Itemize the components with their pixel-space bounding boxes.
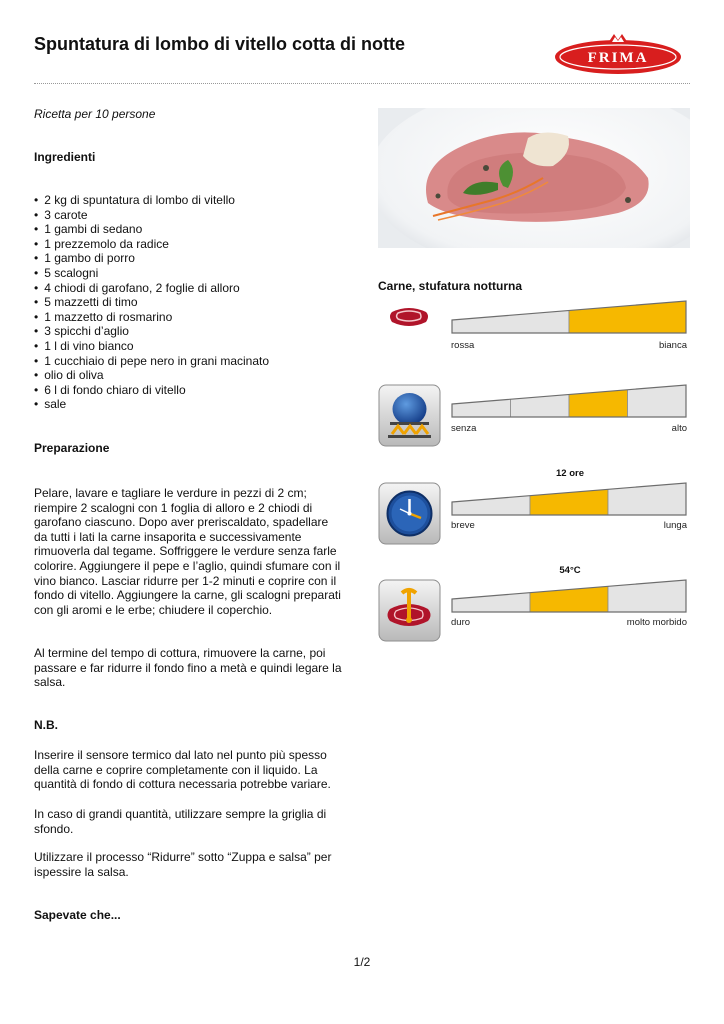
list-item: • olio di oliva [34, 368, 269, 383]
list-item: • 3 spicchi d’aglio [34, 324, 269, 339]
setting-bar [451, 579, 687, 613]
ingredients-heading: Ingredienti [34, 150, 96, 164]
min-label: duro [451, 617, 471, 628]
clock-icon [378, 482, 441, 545]
list-item: • 1 gambo di porro [34, 251, 269, 266]
active-segment [569, 384, 628, 418]
list-item: • 6 l di fondo chiaro di vitello [34, 383, 269, 398]
max-label: alto [671, 423, 687, 434]
list-item: • 1 gambi di sedano [34, 222, 269, 237]
list-item: • sale [34, 397, 269, 412]
max-label: bianca [659, 340, 687, 351]
frima-logo [552, 31, 684, 75]
preparation-paragraph: Al termine del tempo di cottura, rimuovere la carne, poi passare e far ridurre il fondo fino a metà e quindi legare la salsa. [34, 646, 342, 690]
list-item: • 1 prezzemolo da radice [34, 237, 269, 252]
browning-icon [378, 384, 441, 447]
active-segment [530, 579, 608, 613]
list-item: • 4 chiodi di garofano, 2 foglie di alloro [34, 281, 269, 296]
dish-photo [378, 108, 690, 248]
bar-segment [608, 482, 686, 516]
nb-paragraph: Utilizzare il processo “Ridurre” sotto “Zuppa e salsa” per ispessire la salsa. [34, 850, 332, 879]
active-segment [569, 300, 686, 334]
list-item: • 5 mazzetti di timo [34, 295, 269, 310]
setting-bar [451, 482, 687, 516]
value-label: 12 ore [556, 468, 584, 479]
ingredients-list [34, 193, 269, 412]
process-title: Carne, stufatura notturna [378, 279, 523, 293]
list-item: • 2 kg di spuntatura di lombo di vitello [34, 193, 269, 208]
meat-icon [378, 300, 441, 363]
nb-paragraph: Inserire il sensore termico dal lato nel punto più spesso della carne e coprire completamente con il liquido. La quantità di fondo di cottura necessaria potrebbe variare. [34, 748, 331, 792]
header-divider [34, 83, 690, 84]
page-number: 1/2 [353, 955, 371, 969]
setting-bar [451, 300, 687, 334]
min-label: breve [451, 520, 475, 531]
max-label: molto morbido [626, 617, 687, 628]
servings-text: Ricetta per 10 persone [34, 107, 156, 121]
frima-logo-text: FRIMA [587, 50, 649, 66]
active-segment [530, 482, 608, 516]
preparation-paragraph: Pelare, lavare e tagliare le verdure in pezzi di 2 cm; riempire 2 scalogni con 1 foglia di alloro e 2 chiodi di garofano ciascuno. Dopo aver preriscaldato, spadellare da tutti i lati la carne insaporita e successivamente rimuoverla dal tegame. Soffriggere le verdure senza farle colorire. Aggiungere il pepe e l’aglio, quindi sfumare con il vino bianco. Lasciar ridurre per 1-2 minuti e coprire con il fondo di vitello. Aggiungere la carne, gli scalogni preparati con gli aromi e le erbe; chiudere il coperchio. [34, 486, 341, 617]
bar-segment [452, 300, 569, 334]
did-you-know-heading: Sapevate che... [34, 908, 121, 922]
bar-segment [511, 384, 570, 418]
min-label: rossa [451, 340, 475, 351]
page-title: Spuntatura di lombo di vitello cotta di notte [34, 34, 405, 54]
bar-segment [608, 579, 686, 613]
nb-paragraph: In caso di grandi quantità, utilizzare sempre la griglia di sfondo. [34, 807, 327, 836]
value-label: 54°C [559, 565, 581, 576]
nb-heading: N.B. [34, 718, 58, 732]
list-item: • 3 carote [34, 208, 269, 223]
list-item: • 1 cucchiaio di pepe nero in grani macinato [34, 354, 269, 369]
bar-segment [452, 384, 511, 418]
setting-bar [451, 384, 687, 418]
list-item: • 1 l di vino bianco [34, 339, 269, 354]
list-item: • 5 scalogni [34, 266, 269, 281]
min-label: senza [451, 423, 477, 434]
list-item: • 1 mazzetto di rosmarino [34, 310, 269, 325]
preparation-heading: Preparazione [34, 441, 110, 455]
core-temperature-icon [378, 579, 441, 642]
max-label: lunga [663, 520, 687, 531]
